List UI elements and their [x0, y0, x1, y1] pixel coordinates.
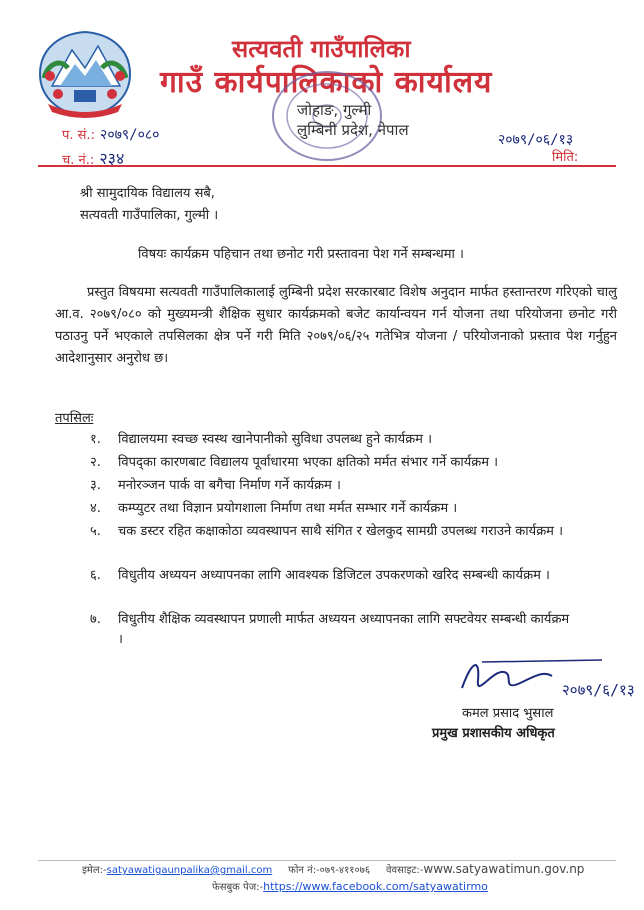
chalani-value: २३४ — [99, 149, 125, 168]
list-item-number: २. — [90, 455, 101, 470]
email-label: इमेल:- — [82, 865, 107, 876]
patra-label: प. सं.: — [62, 128, 95, 143]
body-paragraph: प्रस्तुत विषयमा सत्यवती गाउँपालिकालाई लुम्बिनी प्रदेश सरकारबाट विशेष अनुदान मार्फत हस्तान्तरण गरिएको चालु आ.व. २०७९/०८० को मुख्यमन्त्री शैक्षिक सुधार कार्यक्रमको बजेट कार्यान्वयन गर्न योजना तथा परियोजना छनोट गरी पठाउनु पर्ने भएकाले तपसिलका क्षेत्र पर्ने गरी मिति २०७९/०६/२५ गतेभित्र योजना / परियोजनाको प्रस्ताव पेश गर्नुहुन आदेशानुसार अनुरोध छ। — [55, 285, 617, 366]
office-name: गाउँ कार्यपालिकाको कार्यालय — [160, 65, 493, 100]
tapsil-heading: तपसिलः — [55, 411, 94, 426]
list-item — [90, 566, 570, 586]
list-item — [90, 522, 570, 542]
list-item — [90, 430, 570, 450]
list-item — [90, 453, 570, 473]
list-item-text: विधुतीय अध्ययन अध्यापनका लागि आवश्यक डिजिटल उपकरणको खरिद सम्बन्धी कार्यक्रम । — [118, 568, 550, 583]
list-item-number: ३. — [90, 478, 101, 493]
signatory-designation: प्रमुख प्रशासकीय अधिकृत — [432, 726, 555, 741]
list-item — [90, 499, 570, 519]
address-line-1: जोहाङ, गुल्मी — [297, 101, 372, 119]
date-label: मिति: — [552, 150, 579, 165]
recipient-line-1: श्री सामुदायिक विद्यालय सबै, — [80, 186, 215, 201]
facebook-link[interactable]: https://www.facebook.com/satyawatirmo — [263, 880, 488, 893]
facebook-label: फेसबुक पेज:- — [212, 882, 264, 893]
list-item-text: चक डस्टर रहित कक्षाकोठा व्यवस्थापन साथै संगित र खेलकुद सामग्री उपलब्ध गराउने कार्यक्रम । — [118, 524, 564, 539]
patra-value: २०७९/०८० — [100, 127, 160, 143]
recipient-line-2: सत्यवती गाउँपालिका, गुल्मी । — [80, 208, 219, 223]
list-item-text: विपद्का कारणबाट विद्यालय पूर्वाधारमा भएका क्षतिको मर्मत संभार गर्ने कार्यक्रम । — [118, 455, 499, 470]
email-link[interactable]: satyawatigaunpalika@gmail.com — [106, 865, 273, 876]
list-item — [90, 476, 570, 496]
phone-label: फोन नं:- — [288, 865, 320, 876]
header-divider — [38, 165, 616, 167]
signatory-name: कमल प्रसाद भुसाल — [462, 706, 554, 721]
nepal-emblem-icon — [30, 28, 140, 120]
footer-divider — [38, 860, 616, 861]
list-item — [90, 610, 570, 650]
subject-line: विषयः कार्यक्रम पहिचान तथा छनोट गरी प्रस्तावना पेश गर्ने सम्बन्धमा । — [138, 247, 464, 262]
list-item-number: ४. — [90, 501, 101, 516]
list-item-number: ७. — [90, 612, 101, 627]
list-item-text: कम्प्युटर तथा विज्ञान प्रयोगशाला निर्माण तथा मर्मत सम्भार गर्ने कार्यक्रम । — [118, 501, 458, 516]
footer-facebook-line — [212, 879, 488, 893]
website-link[interactable]: www.satyawatimun.gov.np — [423, 862, 585, 876]
address-line-2: लुम्बिनी प्रदेश, नेपाल — [297, 121, 409, 139]
list-item-number: १. — [90, 432, 101, 447]
list-item-text: विद्यालयमा स्वच्छ स्वस्थ खानेपानीको सुविधा उपलब्ध हुने कार्यक्रम । — [118, 432, 433, 447]
patra-sankhya — [62, 124, 159, 144]
list-item-number: ६. — [90, 568, 101, 583]
list-item-text: मनोरञ्जन पार्क वा बगैचा निर्माण गर्ने कार्यक्रम । — [118, 478, 341, 493]
list-item-number: ५. — [90, 524, 101, 539]
chalani-label: च. नं.: — [62, 153, 95, 168]
municipality-name: सत्यवती गाउँपालिका — [232, 35, 411, 63]
date-value: २०७९/०६/१३ — [498, 132, 574, 148]
signature-date: २०७९/६/१३ — [562, 681, 635, 699]
website-label: वेवसाइट:- — [386, 865, 424, 876]
footer-contact-line — [82, 862, 584, 876]
phone-value: ०७९-४११०७६ — [319, 865, 371, 876]
list-item-text: विधुतीय शैक्षिक व्यवस्थापन प्रणाली मार्फत अध्ययन अध्यापनका लागि सफ्टवेयर सम्बन्धी कार्यक्रम । — [118, 612, 570, 647]
